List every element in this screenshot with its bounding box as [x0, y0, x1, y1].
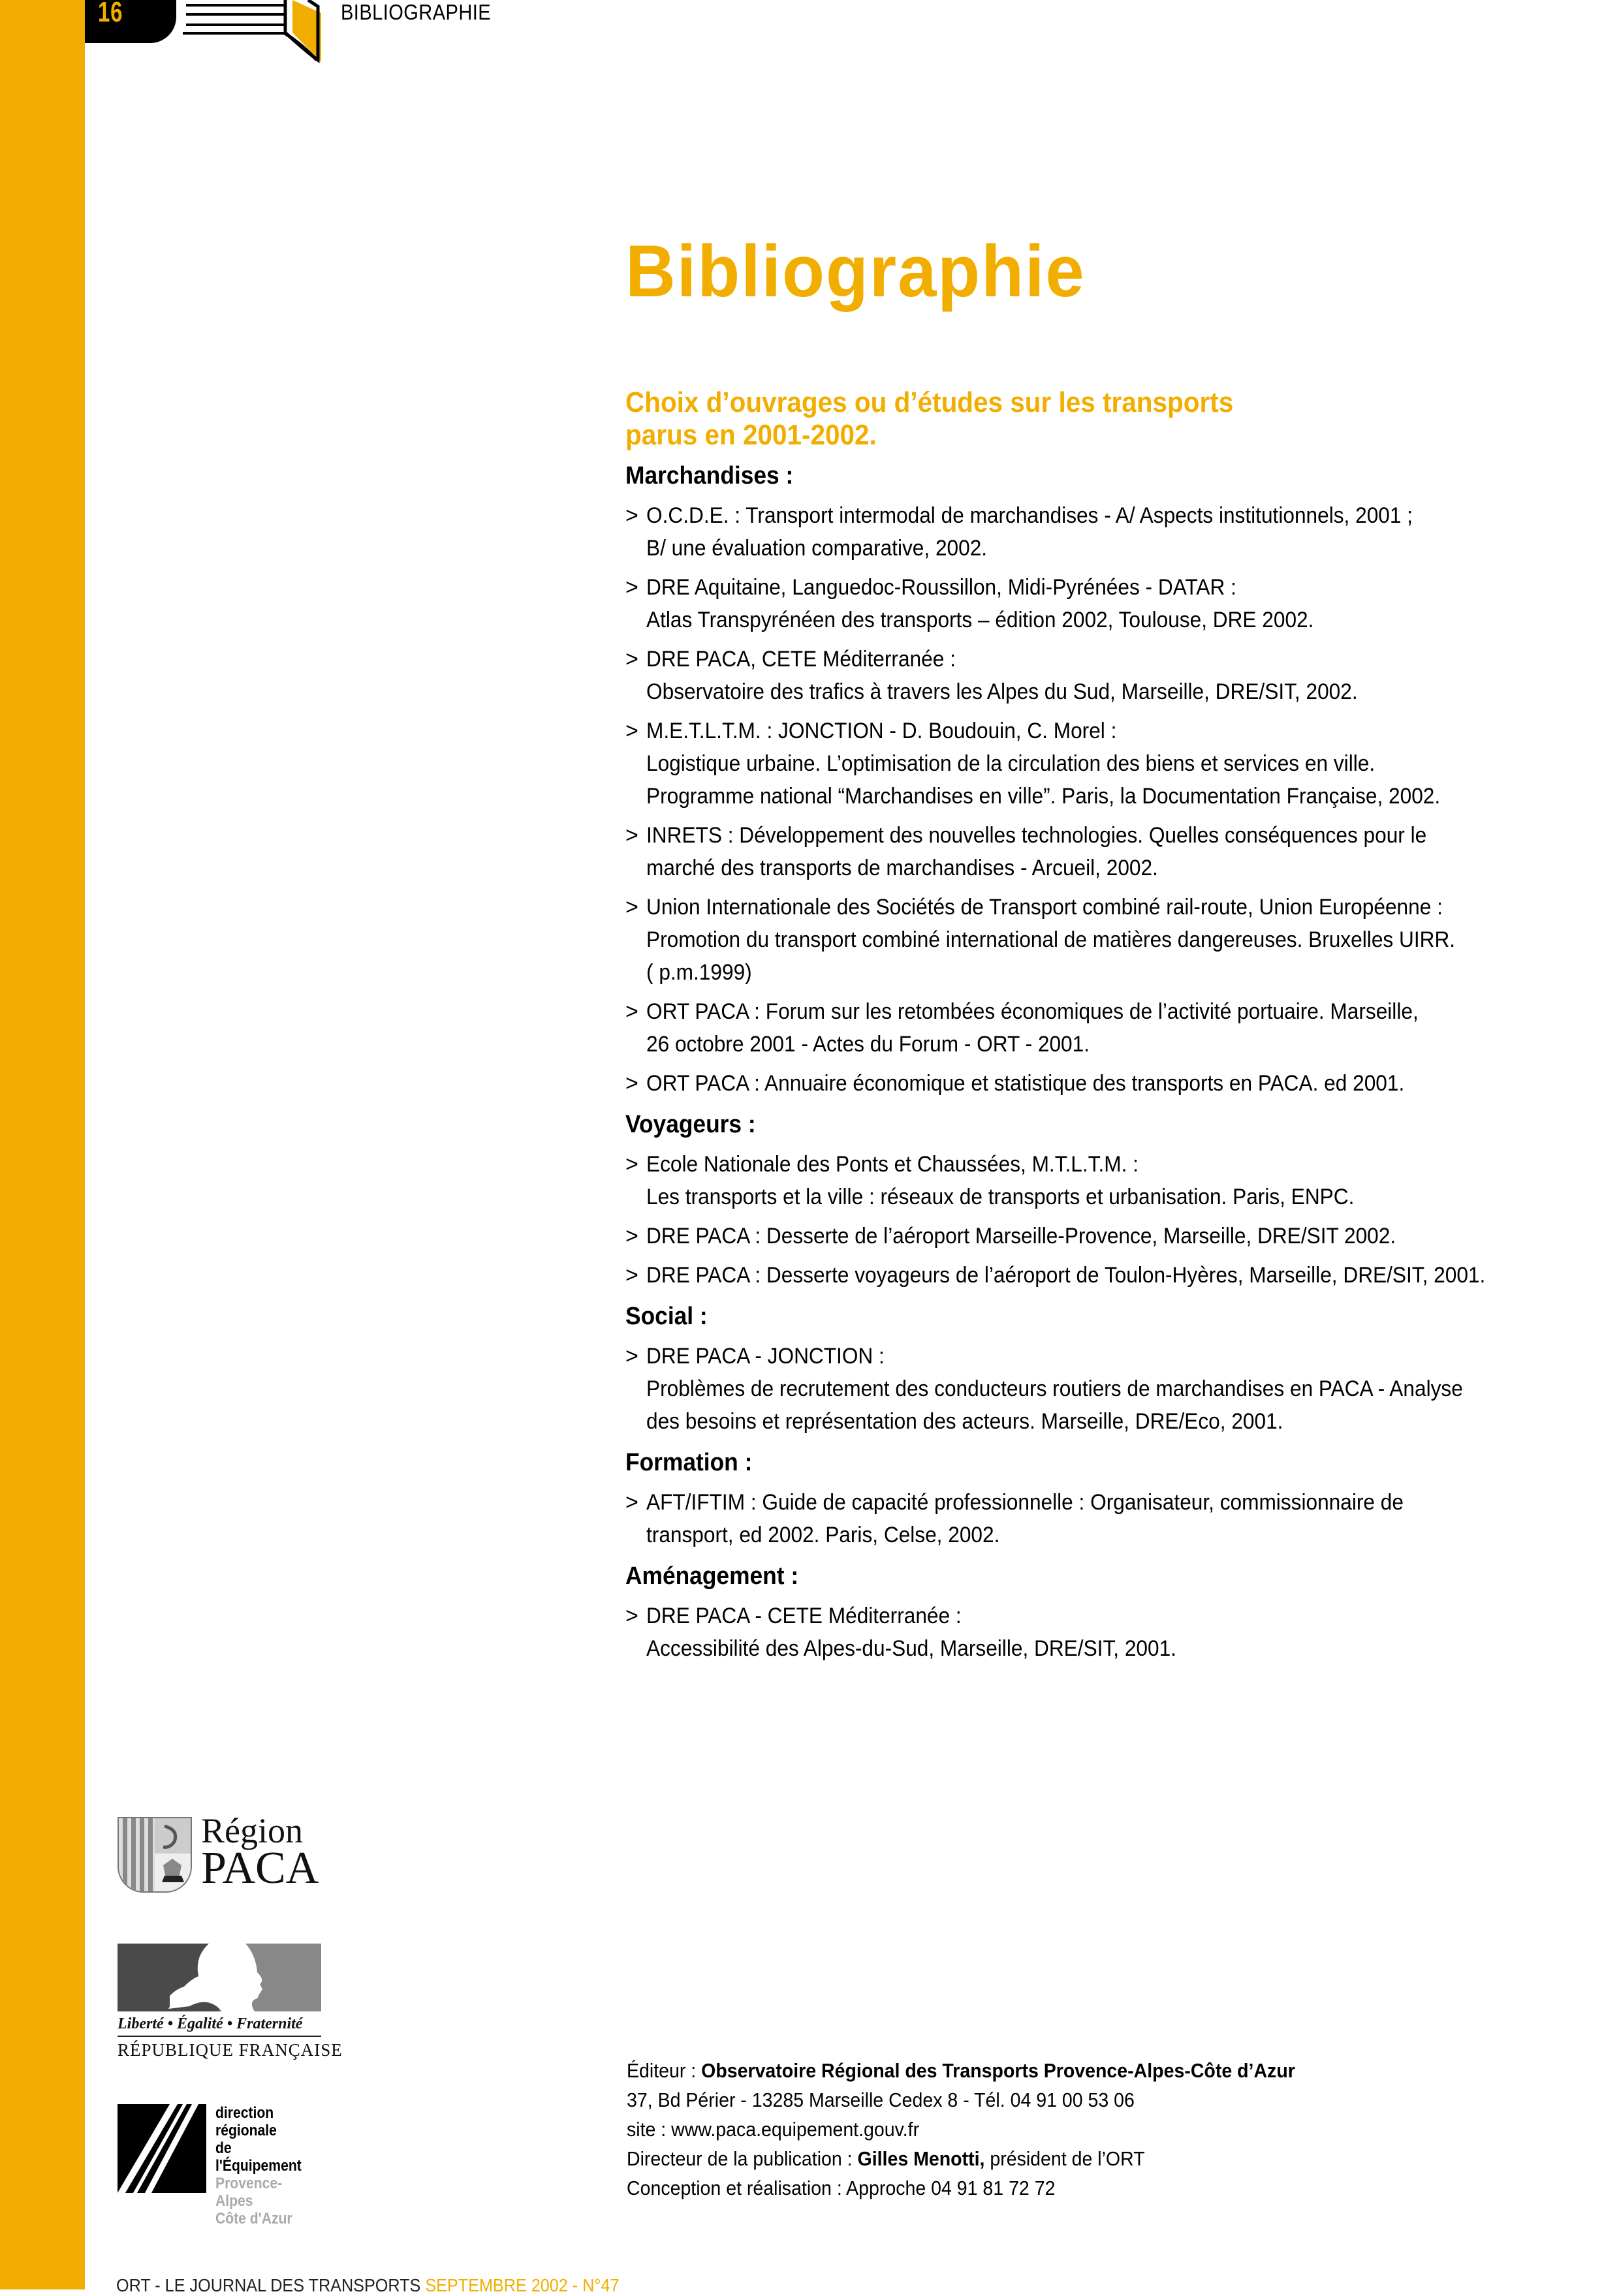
bibliography-entry — [625, 1067, 1618, 1100]
section-heading: Aménagement : — [625, 1562, 799, 1590]
subtitle-line: Choix d’ouvrages ou d’études sur les transports — [625, 386, 1234, 418]
chevron-right-icon: > — [625, 1071, 638, 1096]
chevron-right-icon: > — [625, 1604, 638, 1628]
entry-line: Problèmes de recrutement des conducteurs routiers de marchandises en PACA - Analyse — [646, 1376, 1463, 1401]
republic-motto: Liberté • Égalité • Fraternité — [118, 2015, 321, 2037]
entry-line: Union Internationale des Sociétés de Transport combiné rail-route, Union Européenne : — [646, 895, 1443, 920]
chevron-right-icon: > — [625, 895, 638, 920]
region-paca-logo — [118, 1813, 326, 1898]
bibliography-entry — [625, 1259, 1618, 1292]
bibliography-entry — [625, 1340, 1618, 1438]
director-line: Directeur de la publication : Gilles Menotti, président de l’ORT — [627, 2147, 1145, 2170]
page-title: Bibliographie — [625, 230, 1086, 312]
issue-info: SEPTEMBRE 2002 - N°47 — [425, 2275, 620, 2295]
journal-name: ORT - LE JOURNAL DES TRANSPORTS — [116, 2275, 426, 2295]
section-heading: Voyageurs : — [625, 1111, 756, 1138]
title-block — [625, 230, 1605, 452]
chevron-right-icon: > — [625, 1152, 638, 1177]
entry-line: DRE Aquitaine, Languedoc-Roussillon, Midi-Pyrénées - DATAR : — [646, 575, 1236, 600]
page-subtitle — [625, 386, 1286, 452]
bibliography-entry — [625, 1148, 1618, 1213]
bibliography-entry — [625, 995, 1618, 1061]
bibliography-section — [625, 1301, 1618, 1438]
entry-line: ORT PACA : Annuaire économique et statistique des transports en PACA. ed 2001. — [646, 1071, 1405, 1096]
address-line: 37, Bd Périer - 13285 Marseille Cedex 8 - Tél. 04 91 00 53 06 — [627, 2088, 1135, 2111]
running-section-label: BIBLIOGRAPHIE — [341, 0, 492, 24]
dre-paca-logo — [118, 2104, 326, 2227]
coat-of-arms-icon — [118, 1817, 192, 1893]
site-line[interactable]: site : www.paca.equipement.gouv.fr — [627, 2118, 920, 2141]
entry-line: marché des transports de marchandises - Arcueil, 2002. — [646, 856, 1158, 880]
chevron-right-icon: > — [625, 575, 638, 600]
section-heading: Social : — [625, 1303, 708, 1330]
entry-line: AFT/IFTIM : Guide de capacité professionnelle : Organisateur, commissionnaire de — [646, 1490, 1404, 1515]
chevron-right-icon: > — [625, 1263, 638, 1288]
page-footer — [116, 2275, 620, 2296]
bibliography-section — [625, 1447, 1618, 1551]
design-credit-line: Conception et réalisation : Approche 04 91 81 72 72 — [627, 2177, 1056, 2199]
section-heading: Marchandises : — [625, 462, 794, 489]
chevron-right-icon: > — [625, 1490, 638, 1515]
entry-line: Accessibilité des Alpes-du-Sud, Marseille, DRE/SIT, 2001. — [646, 1636, 1176, 1661]
bibliography-entry — [625, 643, 1618, 708]
bibliography-entry — [625, 571, 1618, 636]
entry-line: B/ une évaluation comparative, 2002. — [646, 536, 988, 561]
chevron-right-icon: > — [625, 999, 638, 1024]
chevron-right-icon: > — [625, 823, 638, 848]
entry-line: DRE PACA, CETE Méditerranée : — [646, 647, 956, 672]
bibliography-entry — [625, 819, 1618, 884]
entry-line: Logistique urbaine. L’optimisation de la circulation des biens et services en ville. — [646, 751, 1375, 776]
marianne-icon — [118, 1944, 321, 2011]
bibliography-entry — [625, 1220, 1618, 1252]
editor-line: Éditeur : Observatoire Régional des Transports Provence-Alpes-Côte d’Azur — [627, 2059, 1295, 2082]
entry-line: O.C.D.E. : Transport intermodal de marchandises - A/ Aspects institutionnels, 2001 ; — [646, 503, 1413, 528]
bibliography-sections — [625, 460, 1618, 1674]
republique-francaise-logo — [118, 1944, 343, 2060]
republic-name: RÉPUBLIQUE FRANÇAISE — [118, 2040, 343, 2060]
entry-line: Atlas Transpyrénéen des transports – édition 2002, Toulouse, DRE 2002. — [646, 608, 1314, 632]
region-paca-wordmark: Région PACA — [201, 1811, 319, 1893]
entry-line: Ecole Nationale des Ponts et Chaussées, M.T.L.T.M. : — [646, 1152, 1139, 1177]
entry-line: DRE PACA : Desserte de l’aéroport Marseille-Provence, Marseille, DRE/SIT 2002. — [646, 1224, 1396, 1249]
entry-line: transport, ed 2002. Paris, Celse, 2002. — [646, 1523, 1000, 1547]
chevron-right-icon: > — [625, 647, 638, 672]
bibliography-entry — [625, 1486, 1618, 1551]
entry-line: 26 octobre 2001 - Actes du Forum - ORT - 2001. — [646, 1032, 1090, 1057]
chevron-right-icon: > — [625, 1344, 638, 1369]
bibliography-entry — [625, 715, 1618, 813]
bibliography-section — [625, 1560, 1618, 1665]
imprint-block — [627, 2056, 1475, 2203]
entry-line: des besoins et représentation des acteurs. Marseille, DRE/Eco, 2001. — [646, 1409, 1283, 1434]
entry-line: M.E.T.L.T.M. : JONCTION - D. Boudouin, C. Morel : — [646, 719, 1117, 743]
entry-line: INRETS : Développement des nouvelles technologies. Quelles conséquences pour le — [646, 823, 1427, 848]
entry-line: Les transports et la ville : réseaux de transports et urbanisation. Paris, ENPC. — [646, 1185, 1355, 1209]
bibliography-entry — [625, 499, 1618, 565]
book-icon — [91, 0, 326, 72]
entry-line: Observatoire des trafics à travers les Alpes du Sud, Marseille, DRE/SIT, 2002. — [646, 679, 1358, 704]
bibliography-entry — [625, 891, 1618, 989]
left-accent-band — [0, 0, 85, 2289]
bibliography-section — [625, 1109, 1618, 1292]
entry-line: DRE PACA - JONCTION : — [646, 1344, 885, 1369]
entry-line: Promotion du transport combiné international de matières dangereuses. Bruxelles UIRR. — [646, 927, 1456, 952]
page-number: 16 — [98, 0, 123, 28]
entry-line: DRE PACA : Desserte voyageurs de l’aéroport de Toulon-Hyères, Marseille, DRE/SIT, 2001. — [646, 1263, 1486, 1288]
bibliography-entry — [625, 1600, 1618, 1665]
subtitle-line: parus en 2001-2002. — [625, 419, 877, 451]
bibliography-section — [625, 460, 1618, 1100]
entry-line: DRE PACA - CETE Méditerranée : — [646, 1604, 962, 1628]
entry-line: Programme national “Marchandises en ville”. Paris, la Documentation Française, 2002. — [646, 784, 1441, 809]
chevron-right-icon: > — [625, 503, 638, 528]
chevron-right-icon: > — [625, 1224, 638, 1249]
dre-wordmark: direction régionale de l'Équipement Provence-Alpes Côte d'Azur — [215, 2104, 302, 2227]
entry-line: ( p.m.1999) — [646, 960, 752, 985]
section-heading: Formation : — [625, 1449, 753, 1476]
chevron-right-icon: > — [625, 719, 638, 743]
dre-stripes-icon — [118, 2104, 206, 2193]
entry-line: ORT PACA : Forum sur les retombées économiques de l’activité portuaire. Marseille, — [646, 999, 1419, 1024]
